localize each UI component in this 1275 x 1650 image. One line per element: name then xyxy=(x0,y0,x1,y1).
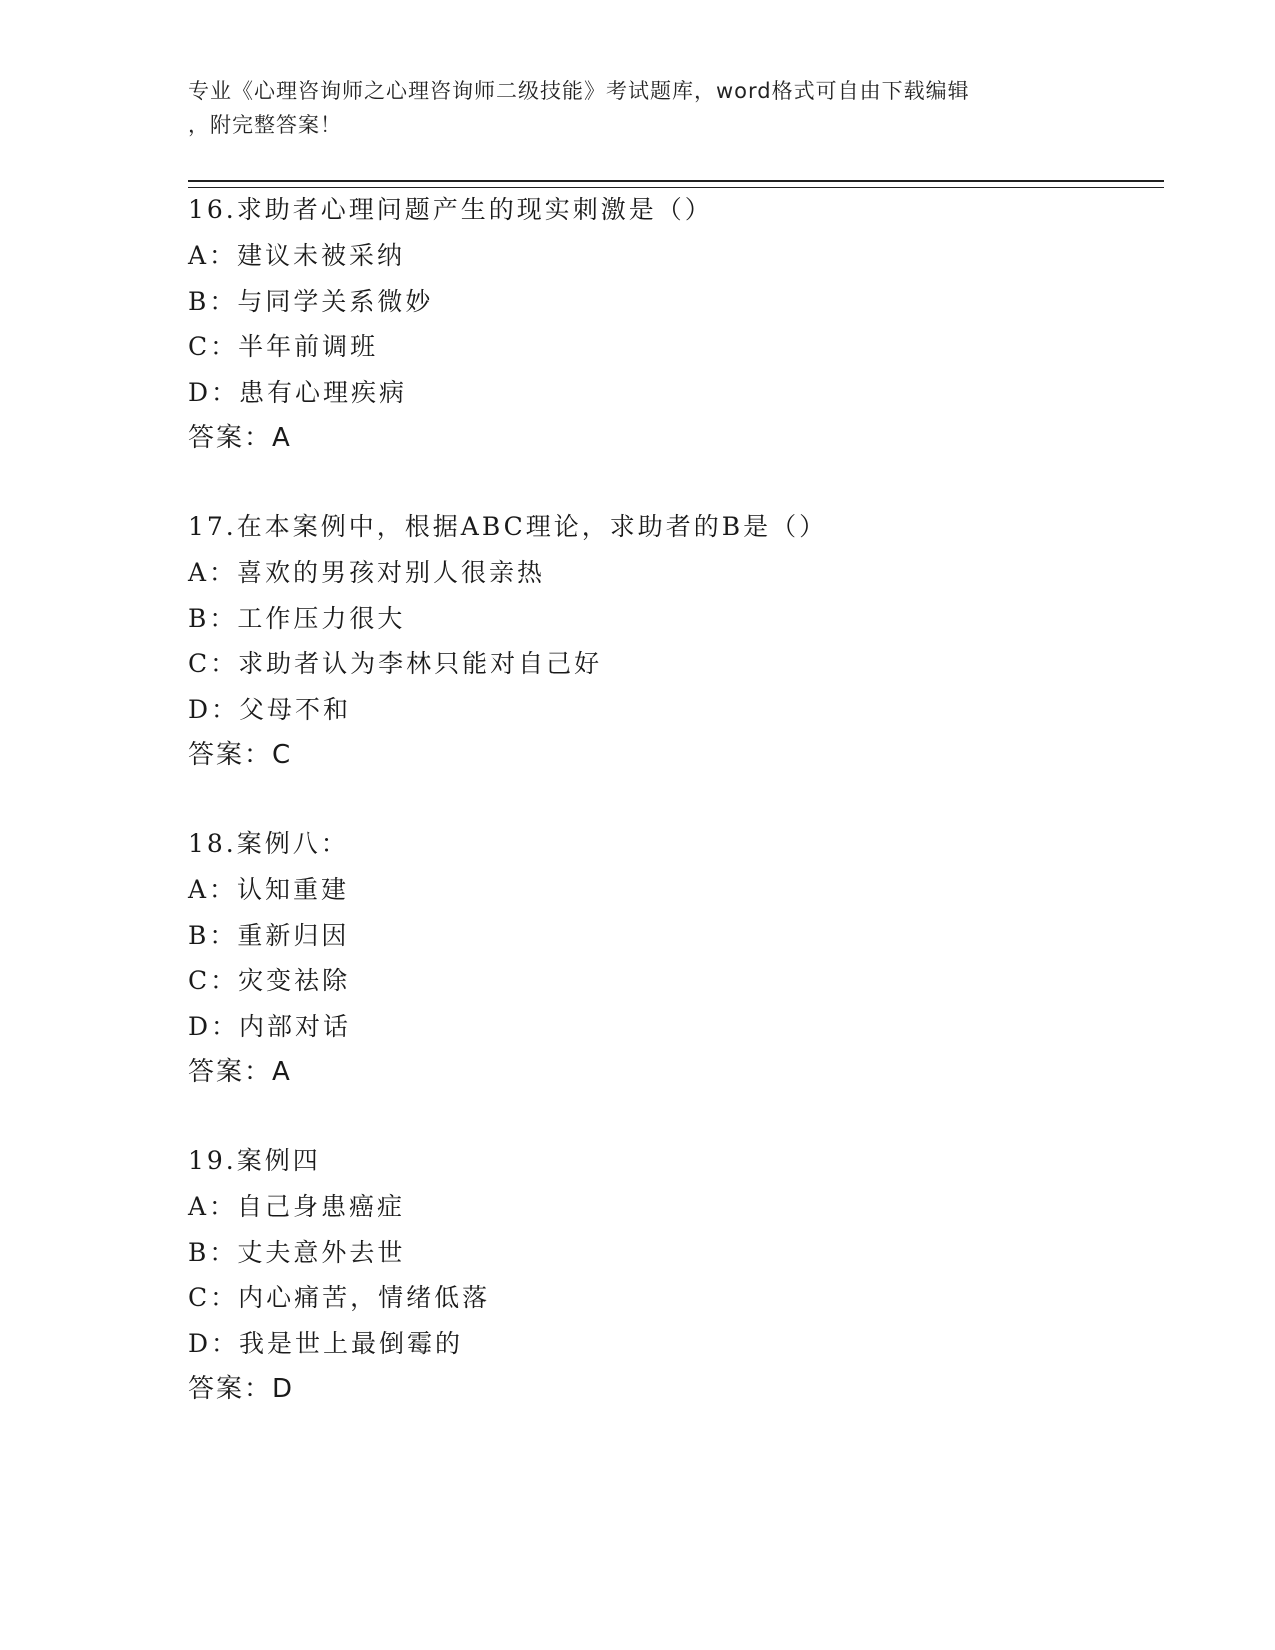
question-stem: 17.在本案例中，根据ABC理论，求助者的B是（） xyxy=(188,512,828,541)
option-d: D：我是世上最倒霉的 xyxy=(188,1329,464,1359)
option-a: A：喜欢的男孩对别人很亲热 xyxy=(188,557,546,587)
option-c: C：半年前调班 xyxy=(188,332,379,362)
option-d: D：父母不和 xyxy=(188,695,352,725)
header-line-1: 专业《心理咨询师之心理咨询师二级技能》考试题库，word格式可自由下载编辑 xyxy=(188,79,970,103)
question-19 xyxy=(188,1138,1128,1413)
option-b: B：与同学关系微妙 xyxy=(188,286,434,316)
question-stem: 18.案例八： xyxy=(188,829,349,858)
question-stem: 19.案例四 xyxy=(188,1146,321,1175)
header-line-2: ，附完整答案！ xyxy=(188,113,342,137)
option-c: C：灾变祛除 xyxy=(188,966,351,996)
answer: 答案：A xyxy=(188,422,292,453)
option-a: A：建议未被采纳 xyxy=(188,240,406,270)
option-b: B：丈夫意外去世 xyxy=(188,1237,406,1267)
option-d: D：内部对话 xyxy=(188,1012,352,1042)
option-b: B：重新归因 xyxy=(188,920,350,950)
option-a: A：自己身患癌症 xyxy=(188,1191,406,1221)
question-stem: 16.求助者心理问题产生的现实刺激是（） xyxy=(188,195,713,224)
question-17 xyxy=(188,504,1128,779)
question-16 xyxy=(188,187,1128,462)
option-d: D：患有心理疾病 xyxy=(188,378,408,408)
option-b: B：工作压力很大 xyxy=(188,603,406,633)
option-a: A：认知重建 xyxy=(188,874,350,904)
answer: 答案：D xyxy=(188,1373,295,1404)
answer: 答案：C xyxy=(188,739,293,770)
document-header xyxy=(188,74,1088,142)
question-18 xyxy=(188,821,1128,1096)
option-c: C：内心痛苦，情绪低落 xyxy=(188,1283,491,1313)
option-c: C：求助者认为李林只能对自己好 xyxy=(188,649,603,679)
answer: 答案：A xyxy=(188,1056,292,1087)
